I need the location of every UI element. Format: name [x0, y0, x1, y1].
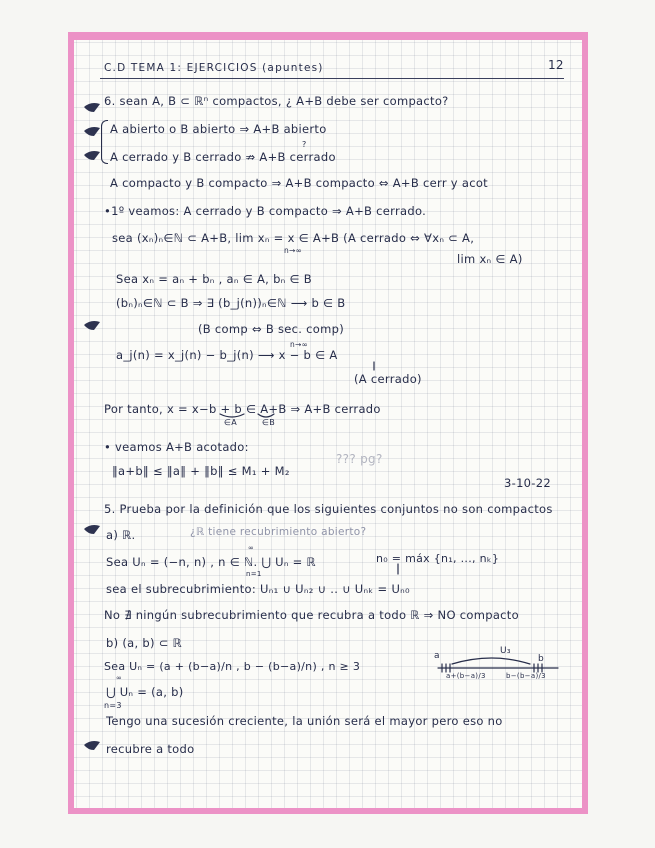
- union-start-index: n=3: [104, 701, 122, 710]
- exercise-5-statement: 5. Prueba por la definición que los siguientes conjuntos no son compactos: [104, 502, 553, 516]
- part-a-label: a) ℝ.: [106, 528, 136, 542]
- line-increasing-sequence: Tengo una sucesión creciente, la unión será el mayor pero eso no: [106, 714, 503, 728]
- number-line-label-u3: U₃: [500, 646, 511, 656]
- line-compact-sets: A compacto y B compacto ⇒ A+B compacto ⇔ A+B cerr y acot: [110, 176, 488, 190]
- line-first-check: •1º veamos: A cerrado y B compacto ⇒ A+B cerrado.: [104, 204, 427, 218]
- line-norm-inequality: ‖a+b‖ ≤ ‖a‖ + ‖b‖ ≤ M₁ + M₂: [112, 464, 290, 478]
- date-note: 3-10-22: [504, 476, 551, 490]
- union-infinity: ∞: [248, 544, 255, 552]
- line-sequence: sea (xₙ)ₙ∈ℕ ⊂ A+B, lim xₙ = x ∈ A+B (A cerrado ⇔ ∀xₙ ⊂ A,: [112, 231, 475, 245]
- binder-hole-icon: [82, 738, 104, 752]
- faint-question-note: ¿ℝ tiene recubrimiento abierto?: [190, 526, 367, 538]
- page-header-title: C.D TEMA 1: EJERCICIOS (apuntes): [104, 62, 324, 74]
- line-no-subcover: No ∄ ningún subrecubrimiento que recubra a todo ℝ ⇒ NO compacto: [104, 608, 519, 622]
- line-decomposition: Sea xₙ = aₙ + bₙ , aₙ ∈ A, bₙ ∈ B: [116, 272, 312, 286]
- line-interval-union: ⋃ Uₙ = (a, b): [106, 685, 184, 699]
- u3-interval-arc: [452, 658, 530, 664]
- under-label-b: ∈B: [262, 418, 276, 427]
- hand-drawn-marks: [74, 40, 582, 808]
- line-cover-definition: Sea Uₙ = (−n, n) , n ∈ ℕ. ⋃ Uₙ = ℝ: [106, 555, 316, 569]
- underbrace-a: [220, 414, 244, 417]
- line-compact-equivalence: (B comp ⇔ B sec. comp): [198, 322, 345, 336]
- union-infinity-b: ∞: [116, 674, 123, 682]
- number-line-right-endpoint: b−(b−a)/3: [506, 672, 546, 680]
- arrow-label: n→∞: [290, 340, 309, 349]
- binder-hole-icon: [82, 318, 104, 332]
- line-subsequence: (bₙ)ₙ∈ℕ ⊂ B ⇒ ∃ (b_j(n))ₙ∈ℕ ⟶ b ∈ B: [116, 296, 346, 310]
- question-mark-note: ?: [302, 140, 307, 149]
- notebook-page: [74, 40, 582, 808]
- binder-hole-icon: [82, 124, 104, 138]
- line-subcover: sea el subrecubrimiento: Uₙ₁ ∪ Uₙ₂ ∪ .. ∪ Uₙₖ = Uₙ₀: [106, 582, 410, 596]
- under-label-a: ∈A: [224, 418, 238, 427]
- line-closed-definition-cont: lim xₙ ∈ A): [457, 252, 523, 266]
- part-b-label: b) (a, b) ⊂ ℝ: [106, 636, 183, 650]
- line-interval-cover: Sea Uₙ = (a + (b−a)/n , b − (b−a)/n) , n ≥ 3: [104, 660, 361, 673]
- page-number: 12: [548, 58, 564, 72]
- limit-subscript: n→∞: [284, 246, 303, 255]
- line-bounded-check: • veamos A+B acotado:: [104, 440, 249, 454]
- exercise-6-statement: 6. sean A, B ⊂ ℝⁿ compactos, ¿ A+B debe ser compacto?: [104, 94, 449, 108]
- line-does-not-cover: recubre a todo: [106, 742, 195, 756]
- underbrace-b: [258, 414, 274, 417]
- line-a-closed-note: (A cerrado): [354, 372, 422, 386]
- number-line-left-endpoint: a+(b−a)/3: [446, 672, 486, 680]
- scribble-note: ??? pg?: [336, 452, 383, 466]
- line-open-sets: A abierto o B abierto ⇒ A+B abierto: [110, 122, 327, 136]
- binder-hole-icon: [82, 148, 104, 162]
- binder-hole-icon: [82, 100, 104, 114]
- union-index: n=1: [246, 570, 262, 578]
- binder-hole-icon: [82, 522, 104, 536]
- line-therefore: Por tanto, x = x−b + b ∈ A+B ⇒ A+B cerrado: [104, 402, 381, 416]
- number-line-label-a: a: [434, 651, 440, 661]
- line-max-index: n₀ = máx {n₁, ..., nₖ}: [376, 552, 500, 565]
- number-line-label-b: b: [538, 654, 545, 664]
- line-closed-sets: A cerrado y B cerrado ⇏ A+B cerrado: [110, 150, 336, 164]
- line-a-subsequence: a_j(n) = x_j(n) − b_j(n) ⟶ x − b ∈ A: [116, 348, 338, 362]
